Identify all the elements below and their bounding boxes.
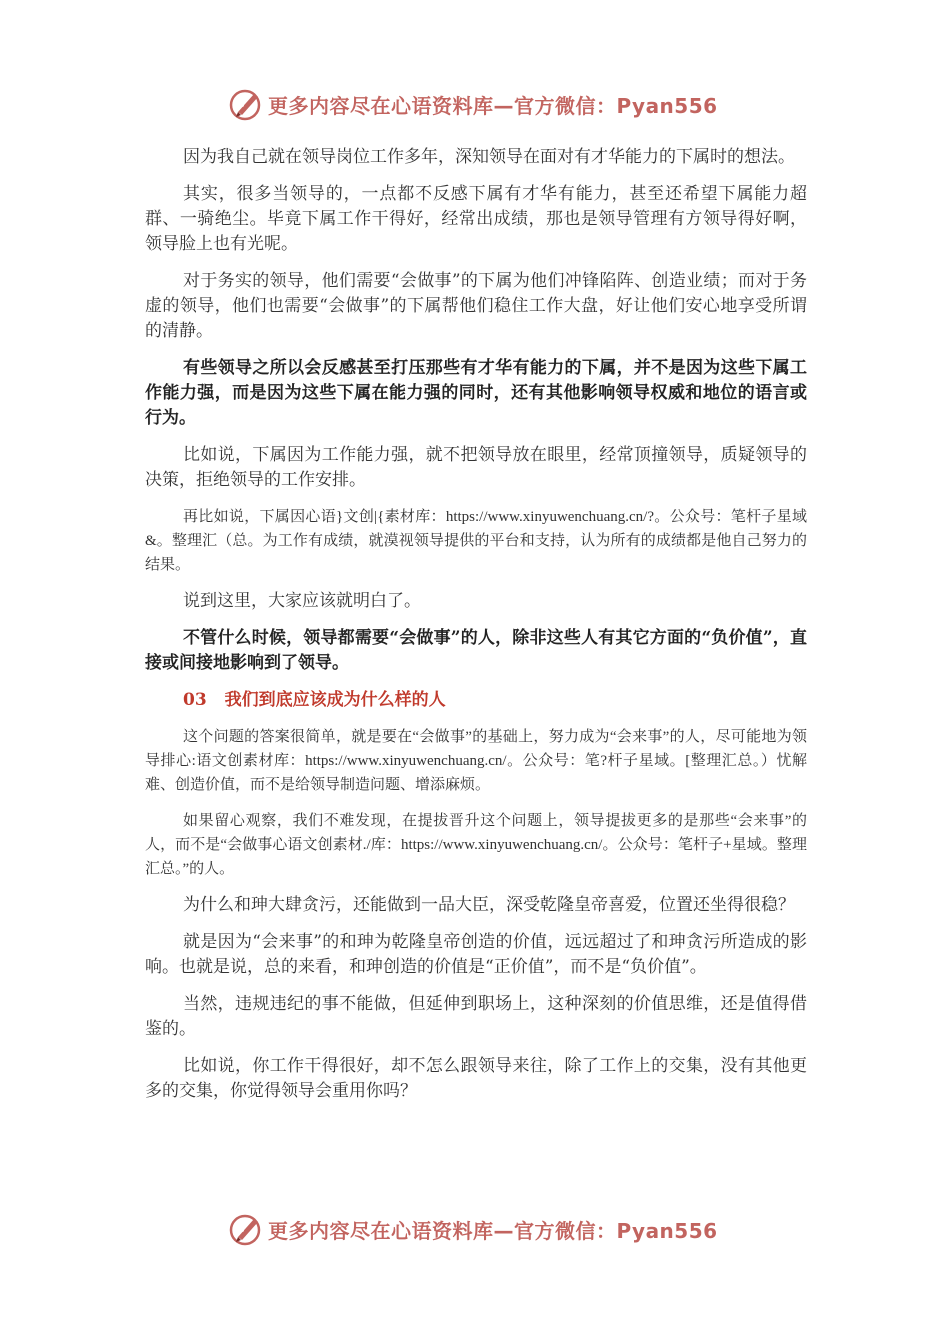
pen-logo-icon [228, 86, 264, 122]
footer-banner [228, 1209, 748, 1249]
paragraph-7: 说到这里，大家应该就明白了。 [183, 591, 421, 611]
paragraph-9: 这个问题的答案很简单，就是要在“会做事”的基础上，努力成为“会来事”的人，尽可能地为领导排心:语文创素材库：https://www.xinyuwenchuang.cn/。公众号：笔?杆子星域。[整理汇总。）忧解难、创造价值，而不是给领导制造问题、增添麻烦。 [145, 729, 807, 793]
paragraph-4-emphasis: 有些领导之所以会反感甚至打压那些有才华有能力的下属，并不是因为这些下属工作能力强，而是因为这些下属在能力强的同时，还有其他影响领导权威和地位的语言或行为。 [145, 358, 807, 428]
pen-logo-icon [228, 1211, 264, 1247]
paragraph-3: 对于务实的领导，他们需要“会做事”的下属为他们冲锋陷阵、创造业绩；而对于务虚的领导，他们也需要“会做事”的下属帮他们稳住工作大盘，好让他们安心地享受所谓的清静。 [145, 271, 807, 341]
section-title: 我们到底应该成为什么样的人 [224, 690, 446, 710]
header-banner [228, 84, 748, 124]
paragraph-13: 当然，违规违纪的事不能做，但延伸到职场上，这种深刻的价值思维，还是值得借鉴的。 [145, 994, 807, 1039]
header-banner-text: 更多内容尽在心语资料库—官方微信：Pyan556 [268, 93, 718, 118]
paragraph-2: 其实，很多当领导的，一点都不反感下属有才华有能力，甚至还希望下属能力超群、一骑绝尘。毕竟下属工作干得好，经常出成绩，那也是领导管理有方领导得好啊，领导脸上也有光呢。 [145, 184, 807, 254]
section-number: 03 [183, 690, 207, 710]
paragraph-14: 比如说，你工作干得很好，却不怎么跟领导来往，除了工作上的交集，没有其他更多的交集，你觉得领导会重用你吗？ [145, 1056, 807, 1101]
paragraph-1: 因为我自己就在领导岗位工作多年，深知领导在面对有才华能力的下属时的想法。 [183, 147, 795, 167]
paragraph-10: 如果留心观察，我们不难发现，在提拔晋升这个问题上，领导提拔更多的是那些“会来事”的人，而不是“会做事心语文创素材./库：https://www.xinyuwenchuang.cn/。公众号：笔杆子+星域。整理汇总。”的人。 [145, 813, 807, 877]
paragraph-8-emphasis: 不管什么时候，领导都需要“会做事”的人，除非这些人有其它方面的“负价值”，直接或间接地影响到了领导。 [145, 628, 807, 673]
paragraph-11: 为什么和珅大肆贪污，还能做到一品大臣，深受乾隆皇帝喜爱，位置还坐得很稳？ [183, 895, 795, 915]
article-body [145, 145, 807, 1104]
section-heading [145, 688, 807, 713]
footer-banner-text: 更多内容尽在心语资料库—官方微信：Pyan556 [268, 1218, 718, 1243]
paragraph-12: 就是因为“会来事”的和珅为乾隆皇帝创造的价值，远远超过了和珅贪污所造成的影响。也就是说，总的来看，和珅创造的价值是“正价值”，而不是“负价值”。 [145, 932, 807, 977]
paragraph-5: 比如说，下属因为工作能力强，就不把领导放在眼里，经常顶撞领导，质疑领导的决策，拒绝领导的工作安排。 [145, 445, 807, 490]
paragraph-6: 再比如说，下属因心语}文创|{素材库：https://www.xinyuwenchuang.cn/?。公众号：笔杆子星域&。整理汇（总。为工作有成绩，就漠视领导提供的平台和支持，认为所有的成绩都是他自己努力的结果。 [145, 509, 807, 573]
